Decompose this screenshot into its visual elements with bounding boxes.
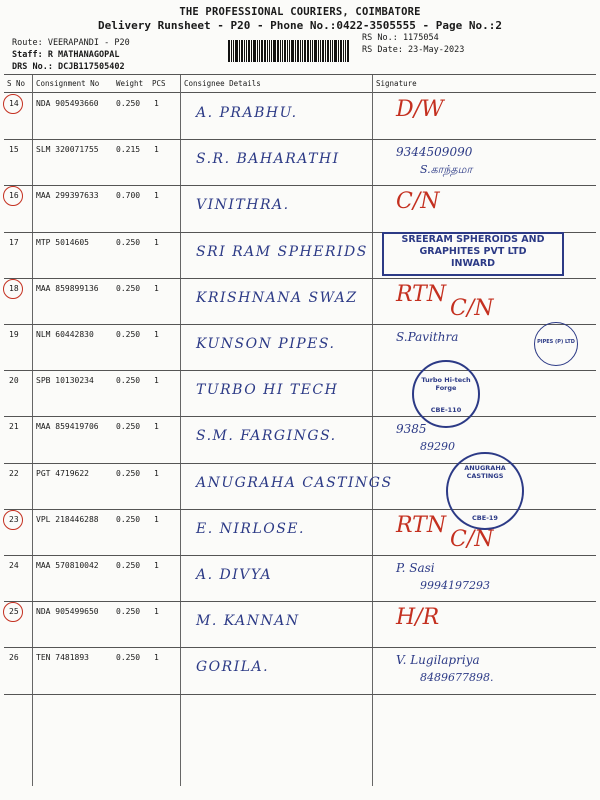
pcs-cell: 1: [154, 330, 159, 339]
signature-note: 89290: [420, 440, 455, 454]
pcs-cell: 1: [154, 376, 159, 386]
consignment-cell: NDA 905499650: [36, 607, 99, 617]
stamp-line: PIPES (P) LTD: [537, 339, 575, 345]
table-row: [0, 185, 600, 229]
stamp-line: CBE-19: [472, 514, 498, 522]
consignee-handwriting: ANUGRAHA CASTINGS: [196, 474, 393, 491]
drs-number: DRS No.: DCJB117505402: [12, 62, 125, 72]
consignment-cell: MAA 299397633: [36, 191, 99, 201]
signature-note: C/N: [450, 295, 494, 321]
table-top-border: [4, 74, 596, 75]
consignee-handwriting: E. NIRLOSE.: [196, 520, 305, 537]
stamp-line: SREERAM SPHEROIDS AND: [401, 234, 545, 245]
consignee-handwriting: KUNSON PIPES.: [196, 336, 336, 352]
table-row: [0, 555, 600, 599]
col-header-signature: Signature: [376, 79, 417, 88]
signature-note: 8489677898.: [420, 671, 494, 685]
route-text: Route: VEERAPANDI - P20: [12, 38, 130, 48]
table-row: [0, 93, 600, 137]
signature-note: 9994197293: [420, 579, 490, 592]
signature-note: S.காந்தமா: [420, 163, 473, 177]
stamp-line: CBE-110: [430, 406, 462, 414]
pcs-cell: 1: [154, 514, 159, 524]
signature-text: 9385: [396, 422, 427, 437]
signature-text: RTN: [396, 512, 447, 538]
consignment-cell: NLM 60442830: [36, 330, 94, 339]
consignee-handwriting: KRISHNANA SWAZ: [196, 289, 358, 306]
anugraha-stamp: [446, 452, 524, 530]
signature-text: H/R: [396, 605, 440, 631]
sno-cell: 20: [9, 376, 19, 386]
table-row: [0, 139, 600, 183]
weight-cell: 0.250: [116, 514, 141, 524]
pcs-cell: 1: [154, 99, 159, 108]
signature-text: D/W: [396, 97, 444, 122]
weight-cell: 0.250: [116, 468, 141, 478]
stamp-line: GRAPHITES PVT LTD: [419, 246, 527, 257]
sno-cell: 25: [9, 607, 19, 617]
rs-date: RS Date: 23-May-2023: [362, 45, 465, 55]
turbo-forge-stamp: [412, 360, 480, 428]
sno-cell: 16: [9, 191, 19, 201]
weight-cell: 0.250: [116, 607, 141, 617]
consignee-handwriting: S.R. BAHARATHI: [196, 151, 340, 168]
pcs-cell: 1: [154, 561, 159, 570]
consignee-handwriting: TURBO HI TECH: [196, 382, 339, 399]
consignee-handwriting: A. PRABHU.: [196, 105, 298, 121]
sno-cell: 19: [9, 330, 19, 339]
stamp-line: Turbo Hi-tech Forge: [421, 376, 471, 392]
sno-cell: 21: [9, 422, 19, 432]
barcode: [228, 40, 356, 62]
weight-cell: 0.250: [116, 237, 141, 247]
weight-cell: 0.250: [116, 330, 141, 339]
table-row: [0, 601, 600, 645]
weight-cell: 0.250: [116, 283, 141, 293]
col-header-sno: S No: [7, 79, 26, 88]
consignment-cell: SPB 10130234: [36, 376, 94, 386]
consignee-handwriting: S.M. FARGINGS.: [196, 428, 337, 445]
consignment-cell: MAA 570810042: [36, 561, 99, 570]
table-row: [0, 416, 600, 460]
rs-number: RS No.: 1175054: [362, 33, 439, 43]
runsheet-subtitle: Delivery Runsheet - P20 - Phone No.:0422-3505555 - Page No.:2: [98, 19, 502, 32]
staff-text: Staff: R MATHANAGOPAL: [12, 50, 120, 60]
table-row: [0, 324, 600, 368]
pcs-cell: 1: [154, 422, 159, 432]
signature-text: P. Sasi: [396, 561, 435, 575]
consignment-cell: TEN 7481893: [36, 653, 89, 663]
consignment-cell: MTP 5014605: [36, 237, 89, 247]
pcs-cell: 1: [154, 468, 159, 478]
pcs-cell: 1: [154, 653, 159, 663]
consignee-handwriting: SRI RAM SPHERIDS: [196, 243, 368, 260]
col-header-consignee: Consignee Details: [184, 79, 261, 88]
table-row: [0, 647, 600, 691]
signature-note: C/N: [450, 526, 494, 552]
pcs-cell: 1: [154, 145, 159, 155]
consignee-handwriting: GORILA.: [196, 659, 270, 676]
weight-cell: 0.250: [116, 376, 141, 386]
company-title: THE PROFESSIONAL COURIERS, COIMBATORE: [179, 6, 421, 18]
consignment-cell: NDA 905493660: [36, 99, 99, 108]
sno-cell: 17: [9, 237, 19, 247]
weight-cell: 0.215: [116, 145, 141, 155]
signature-text: S.Pavithra: [396, 330, 459, 344]
sno-cell: 26: [9, 653, 19, 663]
consignment-cell: SLM 320071755: [36, 145, 99, 155]
sno-cell: 23: [9, 514, 19, 524]
consignment-cell: MAA 859419706: [36, 422, 99, 432]
sreeram-stamp: [382, 232, 564, 276]
table-row: [0, 278, 600, 322]
row-divider: [4, 694, 596, 695]
stamp-line: ANUGRAHA CASTINGS: [464, 464, 506, 480]
consignee-handwriting: M. KANNAN: [196, 613, 300, 630]
weight-cell: 0.250: [116, 561, 141, 570]
col-header-pcs: PCS: [152, 79, 166, 88]
stamp-line: INWARD: [450, 258, 496, 269]
weight-cell: 0.250: [116, 99, 141, 108]
consignment-cell: PGT 4719622: [36, 468, 89, 478]
sno-cell: 22: [9, 468, 19, 478]
col-header-consignment: Consignment No: [36, 79, 100, 88]
pcs-cell: 1: [154, 283, 159, 293]
sno-cell: 14: [9, 99, 19, 108]
weight-cell: 0.250: [116, 653, 141, 663]
table-row: [0, 370, 600, 414]
pcs-cell: 1: [154, 237, 159, 247]
signature-text: 9344509090: [396, 145, 473, 160]
consignee-handwriting: A. DIVYA: [196, 567, 273, 583]
consignment-cell: VPL 218446288: [36, 514, 99, 524]
signature-text: C/N: [396, 189, 440, 215]
consignee-handwriting: VINITHRA.: [196, 197, 290, 214]
weight-cell: 0.250: [116, 422, 141, 432]
pcs-cell: 1: [154, 607, 159, 617]
kunson-stamp: [534, 322, 578, 366]
col-header-weight: Weight: [116, 79, 144, 88]
signature-text: V. Lugilapriya: [396, 653, 480, 668]
sno-cell: 15: [9, 145, 19, 155]
sno-cell: 24: [9, 561, 19, 570]
weight-cell: 0.700: [116, 191, 141, 201]
consignment-cell: MAA 859899136: [36, 283, 99, 293]
pcs-cell: 1: [154, 191, 159, 201]
sno-cell: 18: [9, 283, 19, 293]
signature-text: RTN: [396, 281, 447, 307]
